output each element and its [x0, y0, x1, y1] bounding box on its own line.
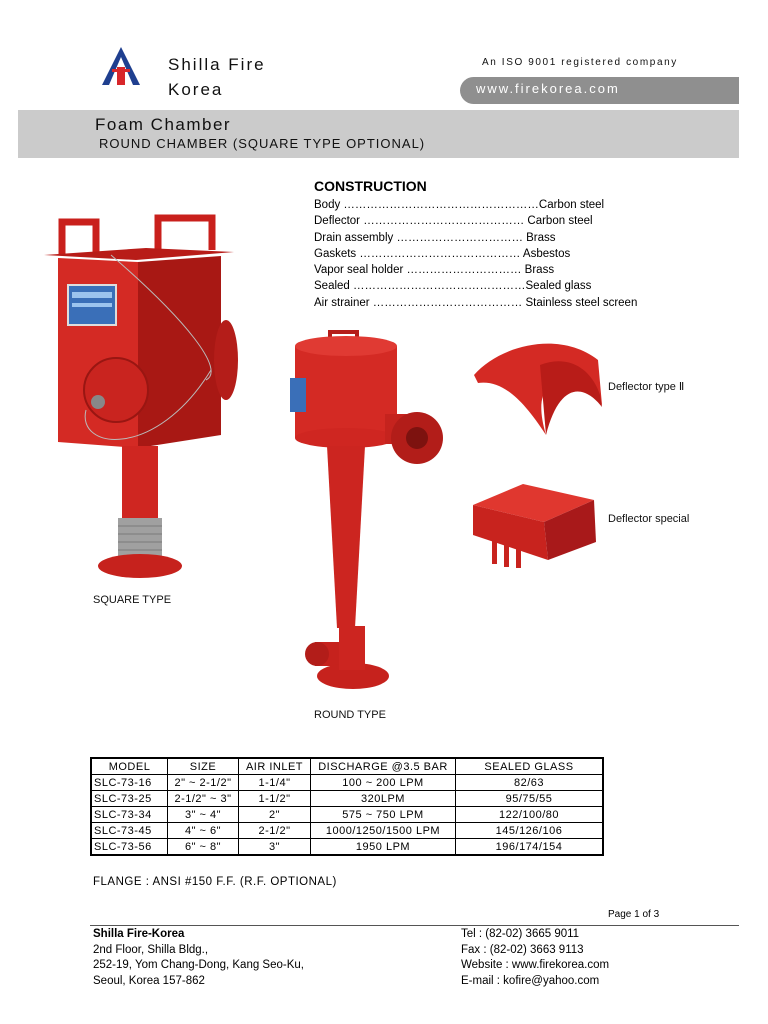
footer-address: [93, 927, 304, 989]
construction-item: Drain assembly …………………………… Brass: [314, 231, 556, 244]
table-row: [91, 807, 603, 823]
cell-size: 6" ~ 8": [168, 839, 239, 856]
page-subtitle: ROUND CHAMBER (SQUARE TYPE OPTIONAL): [99, 136, 426, 151]
page-title: Foam Chamber: [95, 115, 232, 134]
cell-sealed-glass: 196/174/154: [456, 839, 604, 856]
construction-item: Gaskets …………………………………… Asbestos: [314, 247, 571, 260]
col-header-sealed-glass: SEALED GLASS: [456, 758, 604, 775]
cell-discharge: 100 ~ 200 LPM: [311, 775, 456, 791]
cell-size: 2" ~ 2-1/2": [168, 775, 239, 791]
construction-item: Air strainer ………………………………… Stainless steel screen: [314, 296, 638, 309]
cell-air-inlet: 1-1/4": [239, 775, 311, 791]
cell-model: SLC-73-45: [91, 823, 168, 839]
construction-item: Body ……………………………………………Carbon steel: [314, 199, 605, 211]
flange-note: FLANGE : ANSI #150 F.F. (R.F. OPTIONAL): [93, 876, 337, 888]
table-row: [91, 839, 603, 856]
cell-air-inlet: 2": [239, 807, 311, 823]
footer-divider: [90, 925, 739, 926]
table-row: [91, 775, 603, 791]
cell-discharge: 1000/1250/1500 LPM: [311, 823, 456, 839]
col-header-air-inlet: AIR INLET: [239, 758, 311, 775]
square-type-chamber-image: [36, 210, 246, 585]
iso-tagline: An ISO 9001 registered company: [482, 57, 678, 68]
construction-list: [314, 197, 637, 311]
construction-item: Sealed ………………………………………Sealed glass: [314, 280, 592, 293]
company-name: Shilla Fire Korea: [168, 55, 266, 99]
footer-address-line: 252-19, Yom Chang-Dong, Kang Seo-Ku,: [93, 959, 304, 971]
caption-deflector-special: Deflector special: [608, 513, 690, 525]
cell-sealed-glass: 122/100/80: [456, 807, 604, 823]
cell-model: SLC-73-16: [91, 775, 168, 791]
col-header-discharge: DISCHARGE @3.5 BAR: [311, 758, 456, 775]
spec-table: [90, 757, 604, 856]
deflector-special-image: [468, 480, 600, 570]
caption-round-type: ROUND TYPE: [314, 709, 386, 721]
footer-email[interactable]: E-mail : kofire@yahoo.com: [461, 974, 600, 987]
footer-tel: Tel : (82-02) 3665 9011: [461, 928, 580, 940]
table-header-row: [91, 758, 603, 775]
cell-size: 4" ~ 6": [168, 823, 239, 839]
cell-sealed-glass: 95/75/55: [456, 791, 604, 807]
cell-model: SLC-73-25: [91, 791, 168, 807]
footer-address-line: 2nd Floor, Shilla Bldg.,: [93, 943, 209, 956]
construction-item: Deflector …………………………………… Carbon steel: [314, 215, 593, 228]
footer-company: Shilla Fire-Korea: [93, 928, 185, 940]
deflector-type-2-image: [470, 335, 605, 440]
construction-heading: CONSTRUCTION: [314, 178, 427, 194]
round-type-chamber-image: [285, 328, 445, 700]
footer-fax: Fax : (82-02) 3663 9113: [461, 943, 584, 956]
cell-air-inlet: 1-1/2": [239, 791, 311, 807]
cell-discharge: 1950 LPM: [311, 839, 456, 856]
cell-model: SLC-73-56: [91, 839, 168, 856]
cell-discharge: 320LPM: [311, 791, 456, 807]
caption-deflector-type-2: Deflector type Ⅱ: [608, 381, 685, 393]
col-header-model: MODEL: [91, 758, 168, 775]
col-header-size: SIZE: [168, 758, 239, 775]
cell-size: 3" ~ 4": [168, 807, 239, 823]
footer-website[interactable]: Website : www.firekorea.com: [461, 959, 610, 971]
footer-address-line: Seoul, Korea 157-862: [93, 974, 205, 987]
cell-air-inlet: 2-1/2": [239, 823, 311, 839]
cell-discharge: 575 ~ 750 LPM: [311, 807, 456, 823]
cell-sealed-glass: 145/126/106: [456, 823, 604, 839]
footer-contact: [461, 927, 609, 989]
website-link[interactable]: www.firekorea.com: [476, 81, 620, 96]
table-row: [91, 823, 603, 839]
page-number: Page 1 of 3: [608, 909, 660, 920]
table-row: [91, 791, 603, 807]
cell-size: 2-1/2" ~ 3": [168, 791, 239, 807]
caption-square-type: SQUARE TYPE: [93, 594, 172, 606]
construction-item: Vapor seal holder ………………………… Brass: [314, 264, 555, 277]
website-banner: [460, 77, 739, 104]
cell-sealed-glass: 82/63: [456, 775, 604, 791]
company-logo: [100, 45, 142, 87]
cell-air-inlet: 3": [239, 839, 311, 856]
cell-model: SLC-73-34: [91, 807, 168, 823]
